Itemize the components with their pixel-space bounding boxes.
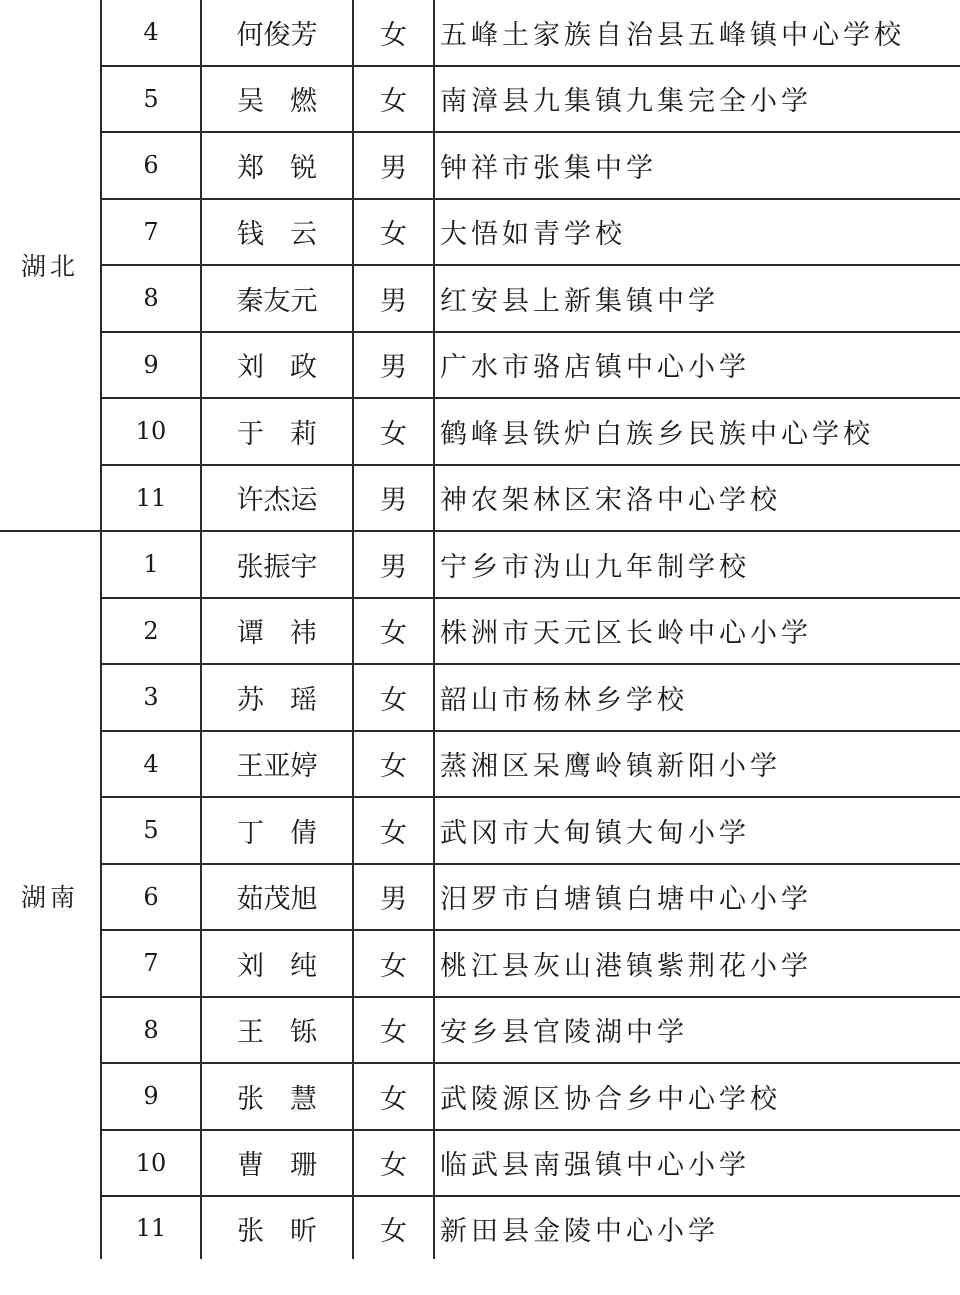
teacher-name: 吴燃 [237, 86, 343, 118]
table-row [0, 1063, 960, 1130]
number-cell: 10 [101, 398, 201, 465]
teacher-name: 张振宇 [236, 551, 318, 583]
gender-cell: 男 [353, 864, 434, 931]
number-cell: 9 [101, 1063, 201, 1130]
table-row [0, 664, 960, 731]
school-cell: 蒸湘区呆鹰岭镇新阳小学 [434, 731, 960, 798]
number-cell: 6 [101, 864, 201, 931]
number-cell: 4 [101, 731, 201, 798]
school-cell: 安乡县官陵湖中学 [434, 997, 960, 1064]
name-cell [201, 0, 353, 66]
table-row [0, 132, 960, 199]
name-cell [201, 398, 353, 465]
number-cell: 1 [101, 531, 201, 598]
school-cell: 新田县金陵中心小学 [434, 1196, 960, 1259]
number-cell: 11 [101, 465, 201, 532]
name-cell [201, 930, 353, 997]
school-cell: 武冈市大甸镇大甸小学 [434, 797, 960, 864]
number-cell: 8 [101, 997, 201, 1064]
name-cell [201, 332, 353, 399]
table-row [0, 997, 960, 1064]
gender-cell: 男 [353, 265, 434, 332]
gender-cell: 男 [353, 531, 434, 598]
teacher-name: 钱云 [237, 219, 343, 251]
teacher-name: 丁倩 [237, 817, 343, 849]
table-row [0, 1130, 960, 1197]
number-cell: 4 [101, 0, 201, 66]
school-cell: 武陵源区协合乡中心学校 [434, 1063, 960, 1130]
name-cell [201, 598, 353, 665]
gender-cell: 女 [353, 0, 434, 66]
gender-cell: 男 [353, 332, 434, 399]
school-cell: 大悟如青学校 [434, 199, 960, 266]
gender-cell: 女 [353, 930, 434, 997]
name-cell [201, 132, 353, 199]
name-cell [201, 531, 353, 598]
number-cell: 7 [101, 199, 201, 266]
table-row [0, 731, 960, 798]
number-cell: 10 [101, 1130, 201, 1197]
number-cell: 8 [101, 265, 201, 332]
name-cell [201, 66, 353, 133]
province-label: 湖北 [20, 252, 79, 281]
table-row [0, 1196, 960, 1259]
table-row [0, 930, 960, 997]
name-cell [201, 664, 353, 731]
table-row [0, 398, 960, 465]
name-cell [201, 997, 353, 1064]
gender-cell: 女 [353, 797, 434, 864]
school-cell: 宁乡市沩山九年制学校 [434, 531, 960, 598]
gender-cell: 女 [353, 66, 434, 133]
school-cell: 钟祥市张集中学 [434, 132, 960, 199]
school-cell: 汨罗市白塘镇白塘中心小学 [434, 864, 960, 931]
teacher-name: 谭祎 [237, 618, 343, 650]
province-label: 湖南 [20, 882, 79, 912]
teacher-name: 许杰运 [236, 485, 318, 517]
school-cell: 五峰土家族自治县五峰镇中心学校 [434, 0, 960, 66]
table-row [0, 332, 960, 399]
name-cell [201, 797, 353, 864]
teacher-name: 张昕 [237, 1215, 343, 1247]
gender-cell: 女 [353, 1063, 434, 1130]
number-cell: 9 [101, 332, 201, 399]
table-row [0, 598, 960, 665]
table-row [0, 465, 960, 532]
teacher-name: 秦友元 [236, 285, 318, 317]
teacher-name: 茹茂旭 [236, 884, 318, 916]
school-cell: 桃江县灰山港镇紫荆花小学 [434, 930, 960, 997]
province-cell [0, 531, 101, 1259]
school-cell: 神农架林区宋洛中心学校 [434, 465, 960, 532]
gender-cell: 女 [353, 1196, 434, 1259]
name-cell [201, 731, 353, 798]
teacher-name: 王亚婷 [236, 751, 318, 783]
school-cell: 鹤峰县铁炉白族乡民族中心学校 [434, 398, 960, 465]
number-cell: 7 [101, 930, 201, 997]
table-row [0, 797, 960, 864]
number-cell: 11 [101, 1196, 201, 1259]
table-row [0, 66, 960, 133]
school-cell: 南漳县九集镇九集完全小学 [434, 66, 960, 133]
province-cell [0, 0, 101, 531]
school-cell: 红安县上新集镇中学 [434, 265, 960, 332]
table-row [0, 531, 960, 598]
name-cell [201, 864, 353, 931]
teacher-name: 曹珊 [237, 1150, 343, 1182]
name-cell [201, 265, 353, 332]
gender-cell: 女 [353, 199, 434, 266]
table-row [0, 0, 960, 66]
number-cell: 5 [101, 797, 201, 864]
teacher-name: 郑锐 [237, 152, 343, 184]
number-cell: 3 [101, 664, 201, 731]
number-cell: 5 [101, 66, 201, 133]
name-cell [201, 1063, 353, 1130]
number-cell: 2 [101, 598, 201, 665]
school-cell: 株洲市天元区长岭中心小学 [434, 598, 960, 665]
gender-cell: 女 [353, 398, 434, 465]
teacher-name: 王铄 [237, 1017, 343, 1049]
gender-cell: 男 [353, 132, 434, 199]
name-cell [201, 1196, 353, 1259]
teacher-name: 刘政 [237, 352, 343, 384]
name-cell [201, 1130, 353, 1197]
table-row [0, 864, 960, 931]
teacher-name: 刘纯 [237, 950, 343, 982]
gender-cell: 女 [353, 664, 434, 731]
teacher-name: 苏瑶 [237, 684, 343, 716]
gender-cell: 女 [353, 598, 434, 665]
table-row [0, 199, 960, 266]
number-cell: 6 [101, 132, 201, 199]
school-cell: 广水市骆店镇中心小学 [434, 332, 960, 399]
table-row [0, 265, 960, 332]
name-cell [201, 465, 353, 532]
teacher-name: 何俊芳 [236, 19, 318, 51]
gender-cell: 女 [353, 731, 434, 798]
gender-cell: 女 [353, 997, 434, 1064]
school-cell: 韶山市杨林乡学校 [434, 664, 960, 731]
school-cell: 临武县南强镇中心小学 [434, 1130, 960, 1197]
teacher-name: 张慧 [237, 1083, 343, 1115]
gender-cell: 女 [353, 1130, 434, 1197]
teacher-name: 于莉 [237, 418, 343, 450]
name-cell [201, 199, 353, 266]
gender-cell: 男 [353, 465, 434, 532]
